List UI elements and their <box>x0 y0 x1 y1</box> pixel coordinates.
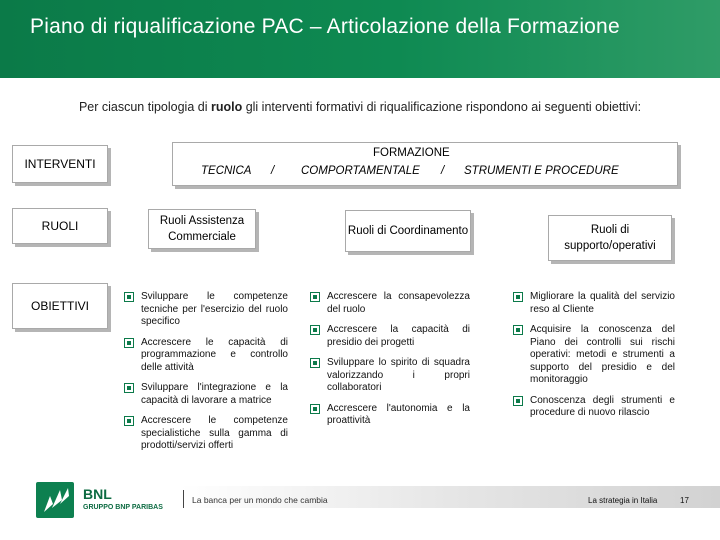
label-ruoli: RUOLI <box>41 219 79 233</box>
objective-text: Migliorare la qualità del servizio reso al Cliente <box>530 291 675 315</box>
interventions-banner <box>172 142 678 186</box>
label-obiettivi-box <box>12 283 108 329</box>
list-item <box>124 382 288 407</box>
footer-divider <box>183 490 184 508</box>
page-number: 17 <box>680 496 689 505</box>
checkbox-bullet-icon <box>513 396 523 406</box>
bnl-logo-icon <box>36 482 74 518</box>
role-supporto-operativi: Ruoli di supporto/operativi <box>548 215 672 261</box>
checkbox-bullet-icon <box>513 292 523 302</box>
banner-separator-1: / <box>271 165 275 177</box>
objective-text: Sviluppare l'integrazione e la capacità di lavorare a matrice <box>141 382 288 406</box>
objectives-column-1 <box>124 291 288 461</box>
list-item <box>124 291 288 329</box>
banner-formazione: FORMAZIONE <box>373 147 450 159</box>
stars-icon <box>36 482 74 518</box>
list-item <box>513 291 675 316</box>
page-title: Piano di riqualificazione PAC – Articolazione della Formazione <box>30 15 620 38</box>
objectives-column-2 <box>310 291 470 436</box>
intro-text <box>0 100 720 114</box>
intro-bold: ruolo <box>210 100 243 114</box>
list-item <box>310 357 470 395</box>
intro-before: Per ciascun tipologia di <box>78 100 211 114</box>
intro-after: gli interventi formativi di riqualificazione rispondono ai seguenti obiettivi: <box>242 100 642 114</box>
banner-tecnica: TECNICA <box>201 165 252 177</box>
objectives-column-3 <box>513 291 675 428</box>
label-obiettivi: OBIETTIVI <box>30 299 89 313</box>
list-item <box>513 395 675 420</box>
list-item <box>310 403 470 428</box>
logo-subtitle: GRUPPO BNP PARIBAS <box>83 504 163 511</box>
footer-slogan: La banca per un mondo che cambia <box>192 495 328 505</box>
header-bar <box>0 0 720 78</box>
checkbox-bullet-icon <box>124 383 134 393</box>
role-coordinamento: Ruoli di Coordinamento <box>345 210 471 252</box>
label-interventi: INTERVENTI <box>24 157 96 171</box>
checkbox-bullet-icon <box>124 416 134 426</box>
list-item <box>124 415 288 453</box>
role-assistenza-commerciale: Ruoli Assistenza Commerciale <box>148 209 256 249</box>
objective-text: Accrescere la capacità di presidio dei progetti <box>327 324 470 348</box>
checkbox-bullet-icon <box>513 325 523 335</box>
checkbox-bullet-icon <box>310 292 320 302</box>
list-item <box>513 324 675 387</box>
checkbox-bullet-icon <box>310 325 320 335</box>
list-item <box>310 291 470 316</box>
banner-comportamentale: COMPORTAMENTALE <box>301 165 420 177</box>
objective-text: Accrescere la consapevolezza del ruolo <box>327 291 470 315</box>
checkbox-bullet-icon <box>310 358 320 368</box>
banner-strumenti: STRUMENTI E PROCEDURE <box>464 165 619 177</box>
label-interventi-box <box>12 145 108 183</box>
objective-text: Sviluppare lo spirito di squadra valorizzando i propri collaboratori <box>327 357 470 393</box>
objective-text: Accrescere le capacità di programmazione e controllo delle attività <box>141 336 288 373</box>
objective-text: Accrescere le competenze specialistiche sulla gamma di prodotti/servizi offerti <box>141 415 288 451</box>
objective-text: Sviluppare le competenze tecniche per l'esercizio del ruolo specifico <box>141 291 288 327</box>
checkbox-bullet-icon <box>124 338 134 348</box>
list-item <box>124 337 288 375</box>
list-item <box>310 324 470 349</box>
checkbox-bullet-icon <box>310 404 320 414</box>
logo-name: BNL <box>83 486 112 502</box>
banner-separator-2: / <box>441 165 445 177</box>
objective-text: Conoscenza degli strumenti e procedure di nuovo rilascio <box>530 394 675 418</box>
objective-text: Accrescere l'autonomia e la proattività <box>327 402 470 426</box>
checkbox-bullet-icon <box>124 292 134 302</box>
footer-section-label: La strategia in Italia <box>588 496 658 505</box>
footer <box>0 478 720 540</box>
objective-text: Acquisire la conoscenza del Piano dei controlli sui rischi operativi: metodi e strumenti a supporto del presidio e del monitoraggio <box>530 324 675 385</box>
label-ruoli-box <box>12 208 108 244</box>
